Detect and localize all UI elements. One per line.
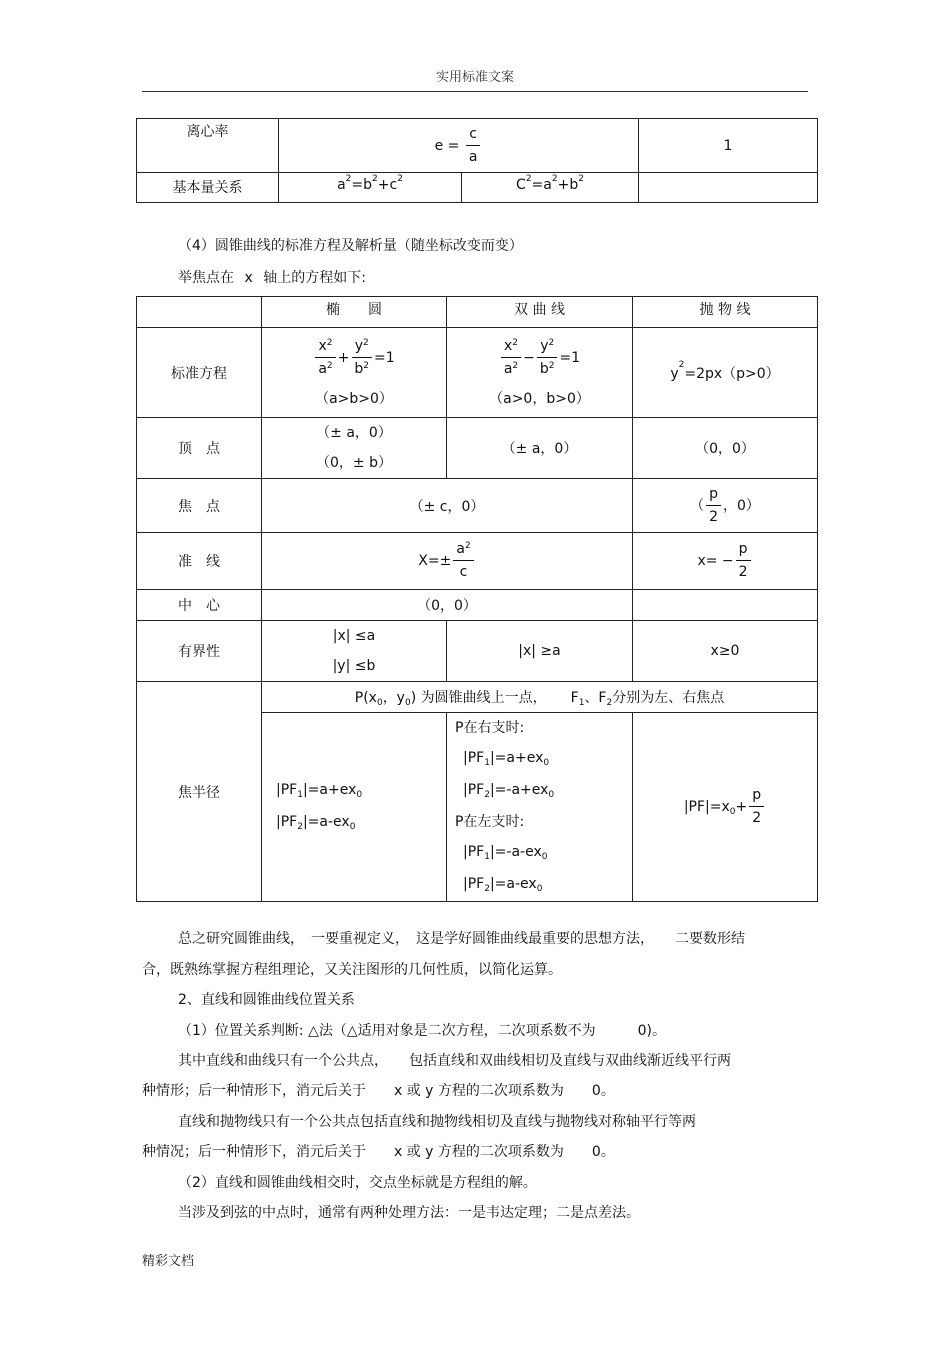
intersection-note: （2）直线和圆锥曲线相交时，交点坐标就是方程组的解。 [178,1175,537,1191]
hyperbola-focal-radius: P在右支时: $|PF_1|=a+ex_0$ $|PF_2|=-a+ex_0$ P在左支时: $|PF_1|=-a-ex_0$ $|PF_2|=a-ex_0$ [447,713,633,902]
parabola-standard-equation: $y^2=2px(p>0)$ [633,328,818,418]
hyperbola-boundedness: |x| ≥a [447,621,633,682]
section-4-title: （4）圆锥曲线的标准方程及解析量（随坐标改变而变） [178,238,523,254]
parabola-note-line2: 种情况；后一种情形下，消元后关于 x 或 y 方程的二次项系数为 0。 [142,1144,615,1160]
midpoint-note: 当涉及到弦的中点时，通常有两种处理方法：一是韦达定理；二是点差法。 [178,1205,640,1221]
position-judgment: （1）位置关系判断: △法（△适用对象是二次方程，二次项系数不为 0)。 [178,1023,666,1039]
page-footer: 精彩文档 [142,1254,195,1269]
conic-summary-table [136,118,818,203]
ellipse-standard-equation: $\frac{x^2}{a^2}$ + $\frac{y^2}{b^2}$ =1 （a>b>0） [262,328,447,418]
label-vertex: 顶 点 [137,418,262,479]
eccentricity-formula [279,119,639,173]
hyperbola-standard-equation: $\frac{x^2}{a^2}$ − $\frac{y^2}{b^2}$ =1 （a>0，b>0） [447,328,633,418]
hyperbola-relation: $C^2=a^2+b^2$ [462,173,639,203]
frac-numerator: c [466,126,480,146]
conic-center: （0，0） [262,590,633,621]
summary-paragraph-line2: 合，既熟练掌握方程组理论，又关注图形的几何性质，以简化运算。 [142,962,562,978]
parabola-boundedness: x≥0 [633,621,818,682]
label-focus: 焦 点 [137,479,262,533]
ellipse-boundedness: |x| ≤a |y| ≤b [262,621,447,682]
label-center: 中 心 [137,590,262,621]
parabola-center [633,590,818,621]
conic-focus: （± c，0） [262,479,633,533]
eccentricity-lhs: e = [434,137,460,154]
ellipse-vertex: （± a，0） （0，± b） [262,418,447,479]
conic-equations-table [136,296,818,902]
ellipse-relation: $a^2=b^2+c^2$ [279,173,462,203]
section-4-subtitle: 举焦点在 x 轴上的方程如下: [178,270,366,286]
eccentricity-fraction [466,126,481,166]
parabola-relation [639,173,818,203]
header-hyperbola: 双 曲 线 [447,297,633,328]
label-focal-radius: 焦半径 [137,682,262,902]
eccentricity-label [137,119,279,173]
header-blank [137,297,262,328]
frac-denominator: a [468,148,478,165]
page-header: 实用标准文案 [435,70,514,85]
ellipse-focal-radius: $|PF_1|=a+ex_0$ $|PF_2|=a-ex_0$ [262,713,447,902]
label-boundedness: 有界性 [137,621,262,682]
hyperbola-note-line2: 种情形；后一种情形下，消元后关于 x 或 y 方程的二次项系数为 0。 [142,1083,615,1099]
hyperbola-condition: （a>0，b>0） [489,390,590,407]
parabola-focus: （ $\frac{p}{2}$ ，0） [633,479,818,533]
eccentricity-label-text: 离心率 [186,124,229,140]
focal-radius-intro: $P(x_0$，$y_0$) 为圆锥曲线上一点， $F_1$、$F_2$分别为左、右焦点 [262,682,818,713]
basic-relation-label: 基本量关系 [137,173,279,203]
section-2-title: 2、直线和圆锥曲线位置关系 [178,992,355,1008]
parabola-vertex: （0，0） [633,418,818,479]
conic-directrix: X=± $\frac{a^2}{c}$ [262,533,633,590]
hyperbola-note-line1: 其中直线和曲线只有一个公共点， 包括直线和双曲线相切及直线与双曲线渐近线平行两 [178,1053,731,1069]
parabola-directrix: x= − $\frac{p}{2}$ [633,533,818,590]
parabola-note-line1: 直线和抛物线只有一个公共点包括直线和抛物线相切及直线与抛物线对称轴平行等两 [178,1114,696,1130]
hyperbola-vertex: （± a，0） [447,418,633,479]
header-ellipse: 椭 圆 [262,297,447,328]
summary-paragraph-line1: 总之研究圆锥曲线， 一要重视定义， 这是学好圆锥曲线最重要的思想方法， 二要数形结 [178,931,745,947]
parabola-focal-radius: $|PF|=x_0+$ $\frac{p}{2}$ [633,713,818,902]
label-standard-equation: 标准方程 [137,328,262,418]
header-divider [142,91,808,92]
label-directrix: 准 线 [137,533,262,590]
ellipse-condition: （a>b>0） [315,390,393,407]
header-parabola: 抛 物 线 [633,297,818,328]
parabola-eccentricity: 1 [639,119,818,173]
